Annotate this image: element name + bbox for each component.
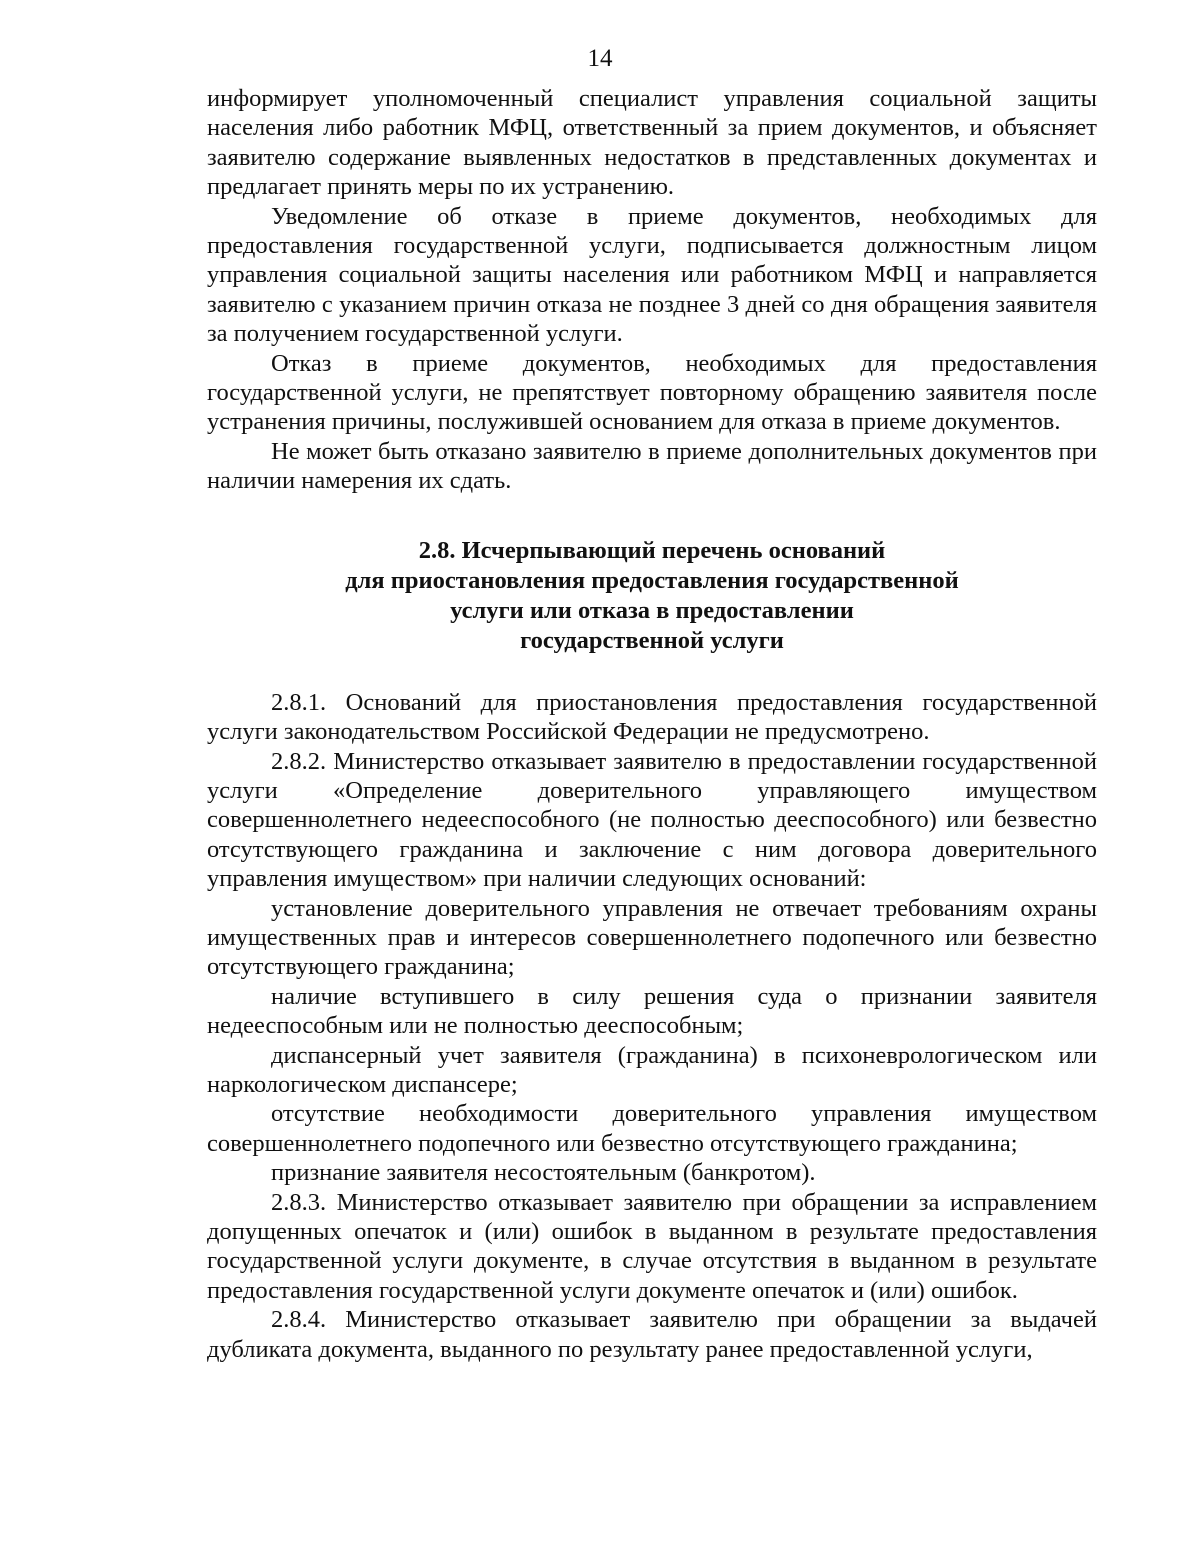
heading-line: для приостановления предоставления государственной: [345, 566, 959, 594]
paragraph-2-8-4: 2.8.4. Министерство отказывает заявителю при обращении за выдачей дубликата документа, выданного по результату ранее предоставленной услуги,: [207, 1306, 1097, 1363]
list-item-ground: отсутствие необходимости доверительного управления имуществом совершеннолетнего подопечного или безвестно отсутствующего гражданина;: [207, 1100, 1097, 1157]
paragraph-additional-documents: Не может быть отказано заявителю в приеме дополнительных документов при наличии намерения их сдать.: [207, 437, 1097, 495]
heading-line: услуги или отказа в предоставлении: [450, 596, 854, 624]
list-item-ground: признание заявителя несостоятельным (банкротом).: [271, 1159, 816, 1187]
document-body: [207, 84, 1097, 1364]
heading-line: 2.8. Исчерпывающий перечень оснований: [418, 536, 886, 564]
list-item-ground: наличие вступившего в силу решения суда о признании заявителя недееспособным или не полностью дееспособным;: [207, 982, 1097, 1040]
paragraph-refusal-no-obstacle: Отказ в приеме документов, необходимых для предоставления государственной услуги, не препятствует повторному обращению заявителя после устранения причины, послужившей основанием для отказа в приеме документов.: [207, 349, 1097, 436]
paragraph-continuation: информирует уполномоченный специалист управления социальной защиты населения либо работник МФЦ, ответственный за прием документов, и объясняет заявителю содержание выявленных недостатков в представленных документах и предлагает принять меры по их устранению.: [207, 85, 1097, 201]
paragraph-refusal-notice: Уведомление об отказе в приеме документов, необходимых для предоставления государственной услуги, подписывается должностным лицом управления социальной защиты населения или работником МФЦ и направляется заявителю с указанием причин отказа не позднее 3 дней со дня обращения заявителя за получением государственной услуги.: [207, 202, 1097, 348]
heading-line: государственной услуги: [520, 626, 784, 654]
paragraph-2-8-2: 2.8.2. Министерство отказывает заявителю в предоставлении государственной услуги «Определение доверительного управляющего имуществом совершеннолетнего недееспособного (не полностью дееспособного) или безвестно отсутствующего гражданина и заключение с ним договора доверительного управления имуществом» при наличии следующих оснований:: [207, 747, 1097, 893]
list-item-ground: установление доверительного управления не отвечает требованиям охраны имущественных прав и интересов совершеннолетнего подопечного или безвестно отсутствующего гражданина;: [207, 894, 1097, 981]
list-item-ground: диспансерный учет заявителя (гражданина) в психоневрологическом или наркологическом диспансере;: [207, 1041, 1097, 1098]
section-heading-2-8: [207, 536, 1097, 656]
paragraph-2-8-1: 2.8.1. Оснований для приостановления предоставления государственной услуги законодательством Российской Федерации не предусмотрено.: [207, 688, 1097, 746]
page-number: 14: [587, 45, 613, 72]
paragraph-2-8-3: 2.8.3. Министерство отказывает заявителю при обращении за исправлением допущенных опечаток и (или) ошибок в выданном в результате предоставления государственной услуги документе, в случае отсутствия в выданном в результате предоставления государственной услуги документе опечаток и (или) ошибок.: [207, 1188, 1097, 1304]
